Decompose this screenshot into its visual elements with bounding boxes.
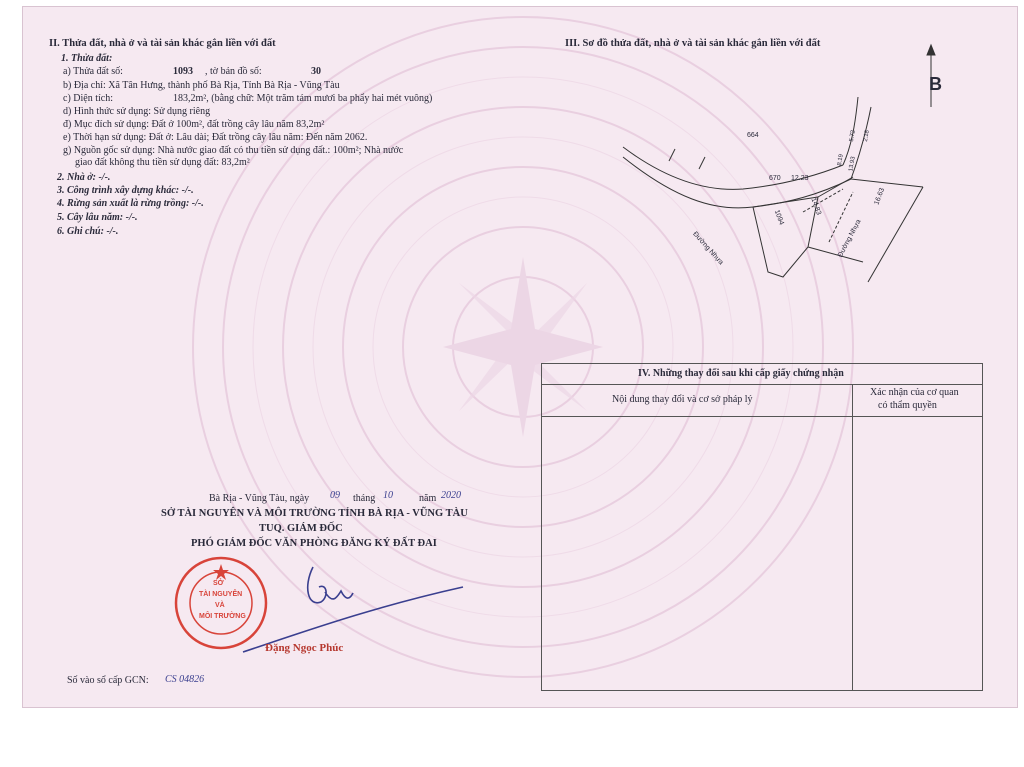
- dim-1483-label: 14.83: [809, 197, 823, 216]
- plot-670-label: 670: [769, 175, 781, 182]
- notes-item: 6. Ghi chú: -/-.: [57, 226, 119, 237]
- dim-1663-label: 16.63: [873, 187, 887, 206]
- map-sheet-label: , tờ bản đồ số:: [205, 66, 262, 77]
- plot-number-label: a) Thửa đất số:: [63, 66, 123, 77]
- origin-line-1: g) Nguồn gốc sử dụng: Nhà nước giao đất có thu tiền sử dụng đất.: 100m²; Nhà nước: [63, 145, 404, 156]
- perennial-trees-item: 5. Cây lâu năm: -/-.: [57, 212, 138, 223]
- seal-line-3: VÀ: [215, 602, 225, 609]
- seal-line-1: SỞ: [213, 580, 224, 587]
- month-label: tháng: [353, 493, 376, 504]
- authorization-line: TUQ. GIÁM ĐỐC: [259, 523, 343, 534]
- changes-table: [541, 363, 983, 691]
- plot-number-value: 1093: [173, 66, 193, 77]
- year-label: năm: [419, 493, 437, 504]
- north-label: B: [929, 74, 942, 94]
- origin-line-2: giao đất không thu tiền sử dụng đất: 83,2m²: [75, 157, 250, 168]
- signer-name: Đặng Ngọc Phúc: [265, 642, 344, 654]
- section-iii-heading: III. Sơ đồ thửa đất, nhà ở và tài sản khác gắn liền với đất: [565, 38, 821, 49]
- road-right-label: Đường Nhựa: [836, 218, 863, 259]
- plot-664-label: 664: [747, 132, 759, 139]
- plot-1094-label: 1094: [772, 208, 785, 227]
- dim-1223-label: 12.23: [791, 175, 809, 182]
- house-item: 2. Nhà ở: -/-.: [57, 172, 111, 183]
- handwritten-signature: [203, 547, 483, 657]
- changes-table-divider: [852, 384, 853, 690]
- plot-diagram: [603, 37, 943, 287]
- dim-small-4: 13.93: [848, 156, 857, 172]
- dim-small-2: 8.19: [836, 153, 845, 167]
- date-year: 2020: [441, 490, 461, 501]
- issuing-agency: SỞ TÀI NGUYÊN VÀ MÔI TRƯỜNG TỈNH BÀ RỊA - VŨNG TÀU: [161, 508, 468, 519]
- date-day: 09: [330, 490, 340, 501]
- seal-line-4: MÔI TRƯỜNG: [199, 613, 246, 620]
- place-date-prefix: Bà Rịa - Vũng Tàu, ngày: [209, 493, 310, 504]
- section-iv-heading: IV. Những thay đổi sau khi cấp giấy chứng nhận: [638, 368, 844, 379]
- address-line: b) Địa chỉ: Xã Tân Hưng, thành phố Bà Rịa, Tỉnh Bà Rịa - Vũng Tàu: [63, 80, 340, 91]
- registry-value: CS 04826: [165, 674, 205, 685]
- col-change-content: Nội dung thay đổi và cơ sở pháp lý: [612, 394, 753, 405]
- usage-term-line: e) Thời hạn sử dụng: Đất ở: Lâu dài; Đất trồng cây lâu năm: Đến năm 2062.: [63, 132, 368, 143]
- signer-position: PHÓ GIÁM ĐỐC VĂN PHÒNG ĐĂNG KÝ ĐẤT ĐAI: [191, 538, 437, 549]
- seal-line-2: TÀI NGUYÊN: [199, 591, 243, 598]
- changes-table-title-row: [542, 364, 982, 385]
- land-plot-heading: 1. Thửa đất:: [61, 53, 113, 64]
- certificate-page: [22, 6, 1018, 708]
- date-month: 10: [383, 490, 393, 501]
- area-value: 183,2m², (bằng chữ: Một trăm tám mươi ba phẩy hai mét vuông): [173, 93, 433, 104]
- dim-small-3: 2.18: [862, 129, 871, 143]
- road-left-label: Đường Nhựa: [691, 230, 725, 267]
- col-authority-line1: Xác nhận của cơ quan: [870, 387, 959, 398]
- planted-forest-item: 4. Rừng sản xuất là rừng trồng: -/-.: [57, 198, 204, 209]
- col-authority-line2: có thẩm quyền: [878, 400, 937, 411]
- area-label: c) Diện tích:: [63, 93, 113, 104]
- registry-label: Số vào sổ cấp GCN:: [67, 675, 149, 686]
- usage-purpose-line: đ) Mục đích sử dụng: Đất ở 100m², đất trồng cây lâu năm 83,2m²: [63, 119, 325, 130]
- section-ii-heading: II. Thửa đất, nhà ở và tài sản khác gắn liền với đất: [49, 38, 276, 49]
- changes-table-header-row: [542, 384, 982, 417]
- dim-small-1: 5.72: [848, 129, 857, 143]
- other-construction-item: 3. Công trình xây dựng khác: -/-.: [57, 185, 194, 196]
- usage-form-line: d) Hình thức sử dụng: Sử dụng riêng: [63, 106, 211, 117]
- map-sheet-value: 30: [311, 66, 321, 77]
